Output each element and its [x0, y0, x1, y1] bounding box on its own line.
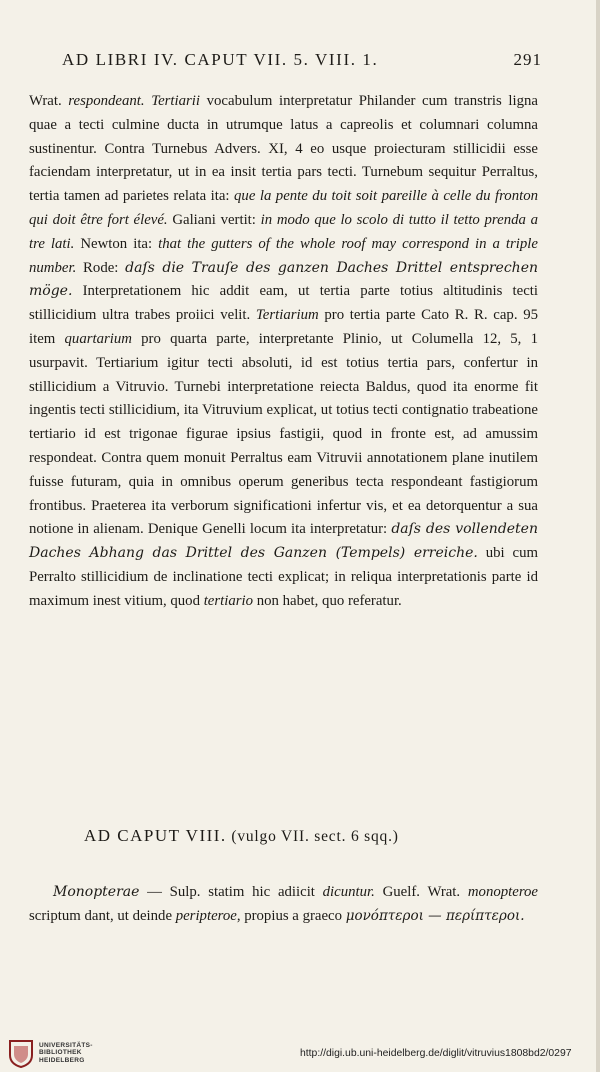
- italic-run: monopteroe: [467, 883, 538, 900]
- section-heading-note: (vulgo VII. sect. 6 sqq.): [226, 828, 399, 845]
- logo-text-line: HEIDELBERG: [39, 1056, 85, 1064]
- italic-run: quartarium: [64, 330, 132, 347]
- french-quote: que la pente du toit soit pareille à celle du fronton qui doit être fort élevé.: [29, 188, 539, 228]
- text-run: scriptum dant, ut deinde: [29, 907, 176, 924]
- italic-run: peripteroe: [175, 907, 237, 924]
- logo-text-line: BIBLIOTHEK: [39, 1049, 82, 1057]
- german-quote: daſs des vollendeten Daches Abhang das Drittel des Ganzen (Tempels) erreiche.: [29, 521, 538, 562]
- text-run: Interpretationem hic addit eam, ut tertia parte totius altitudinis tecti stillicidium ultra trabes proiici velit.: [29, 283, 538, 324]
- commentary-paragraph-2: [29, 866, 538, 943]
- text-run: vocabulum interpretatur Philander cum transtris ligna quae a tecti culmine ducta in utrumque latus a capreolis et columnari columna sustinentur. Contra Turnebus Advers. XI, 4 eo usque proiecturam stillicidii esse faciendam interpretatur, ut in ea insit tertia pars tecti. Turnebum sequitur Perraltus, tertia tamen ad parietes relata ita:: [29, 93, 538, 205]
- italic-run: Tertiarium: [255, 307, 319, 324]
- italic-run: dicuntur.: [322, 883, 375, 900]
- source-url-link[interactable]: http://digi.ub.uni-heidelberg.de/diglit/vitruvius1808bd2/0297: [300, 1048, 572, 1059]
- english-quote: that the gutters of the whole roof may correspond in a triple number.: [29, 235, 538, 276]
- italian-quote: in modo que lo scolo di tutto il tetto prenda a tre lati.: [29, 211, 538, 252]
- header-title: AD LIBRI IV. CAPUT VII. 5. VIII. 1.: [62, 50, 379, 69]
- text-run: pro tertia parte Cato R. R. cap. 95 item: [29, 307, 538, 347]
- page-edge: [596, 0, 600, 1072]
- text-run: pro quarta parte, interpretante Plinio, ut Columella 12, 5, 1 usurpavit. Tertiarium igitur tecti absoluti, id est totius tertia pars, confertur in stillicidium a Vitruvio. Turnebi interpretatione reiecta Baldus, quod ita enorme fit ingentis tecti stillicidium, ita Vitruvium explicat, ut totius tecti contignatio trabeatione tertiario id est trigonae figurae ipsius fastigii, quod in fronte est, ad amussim respondeat. Contra quem monuit Perraltus eam Vitruvii annotationem plane inutilem fuisse futuram, quia in omnibus operum generibus tecta respondeant fastigiorum frontibus. Praeterea ita verborum significationi infertur vis, et ea detorquentur a sua notione in alienam. Denique Genelli locum ita interpretatur:: [29, 330, 538, 538]
- text-run: , propius a graeco: [236, 907, 346, 924]
- running-header: [62, 50, 542, 70]
- commentary-paragraph: [29, 90, 538, 614]
- library-logo: [4, 1037, 104, 1070]
- italic-run: Tertiarii: [151, 93, 201, 109]
- greek-text: μονόπτεροι — περίπτεροι.: [345, 907, 525, 924]
- lemma: Monopterae: [53, 883, 140, 900]
- italic-run: respondeant.: [68, 93, 145, 109]
- text-run: non habet, quo referatur.: [253, 592, 402, 609]
- german-quote: daſs die Trauſe des ganzen Daches Drittel entsprechen möge.: [29, 259, 538, 300]
- university-seal-icon: [8, 1038, 34, 1068]
- text-run: Rode:: [76, 259, 126, 276]
- logo-text-line: UNIVERSITÄTS-: [39, 1042, 93, 1049]
- section-heading: [84, 826, 399, 846]
- text-run: ubi cum Perralto stillicidium de inclinatione tecti explicat; in reliqua interpretationis parte id maximum inest vitium, quod: [29, 545, 538, 609]
- page-number: 291: [513, 50, 542, 69]
- italic-run: tertiario: [203, 592, 254, 609]
- text-run: — Sulp. statim hic adiicit: [139, 883, 323, 900]
- text-run: Wrat.: [29, 93, 69, 109]
- text-run: Guelf. Wrat.: [374, 883, 468, 900]
- text-run: Galiani vertit:: [167, 211, 261, 228]
- text-run: Newton ita:: [74, 235, 159, 252]
- section-heading-main: AD CAPUT VIII.: [84, 826, 227, 845]
